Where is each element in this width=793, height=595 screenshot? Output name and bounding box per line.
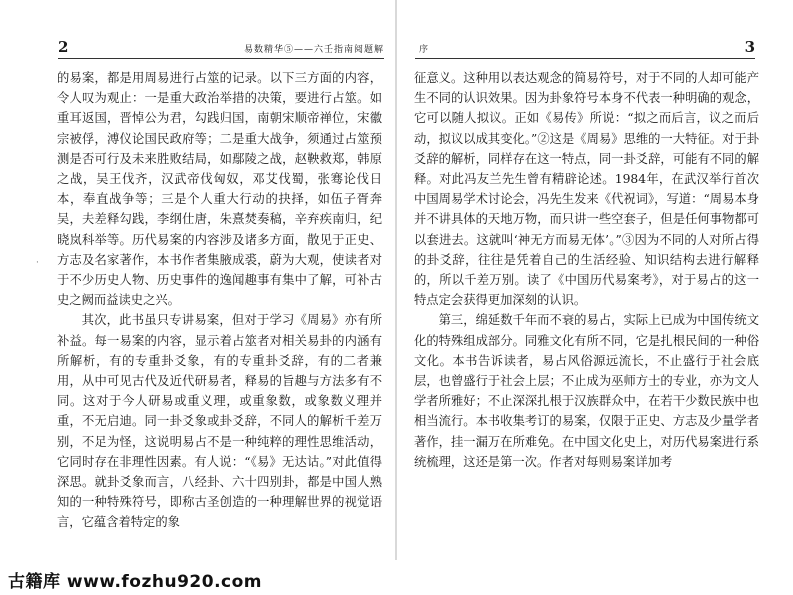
- left-paragraph-1: 的易案，都是用周易进行占筮的记录。以下三方面的内容，令人叹为观止：一是重大政治举措的决策，要进行占筮。如重耳返国，晋悼公为君，勾践归国，南朝宋顺帝禅位，宋徽宗被俘，溥仪论国民政府等；二是重大战争，须通过占筮预测是否可行及未来胜败结局，如鄢陵之战，赵鞅救郑，韩原之战，吴王伐齐，汉武帝伐匈奴，邓艾伐蜀，张骞论伐日本，奉直战争等；三是个人重大行动的抉择，如伍子胥奔吴，夫差释勾践，李纲仕唐，朱熹焚奏稿，辛弃疾南归，纪晓岚科举等。历代易案的内容涉及诸多方面，散见于正史、方志及名家著作，本书作者集腋成裘，蔚为大观，使读者对于不少历史人物、历史事件的逸闻趣事有集中了解，可补古史之阙而益读史之兴。: [57, 71, 382, 308]
- footer-bar: [0, 563, 793, 595]
- left-page: [0, 0, 396, 560]
- left-page-header: [58, 38, 384, 59]
- left-paragraph-2: 其次，此书虽只专讲易案，但对于学习《周易》亦有所补益。每一易案的内容，显示着占筮者对相关易卦的内涵有所解析，有的专重卦爻象，有的专重卦爻辞，有的二者兼用，从中可见古代及近代研易者，释易的旨趣与方法多有不同。这对于今人研易或重义理，或重象数，或象数义理并重，不无启迪。同一卦爻象或卦爻辞，不同人的解析千差万别，不足为怪，这说明易占不是一种纯粹的理性思维活动，它同时存在非理性因素。有人说：“《易》无达诂。”对此值得深思。就卦爻象而言，八经卦、六十四别卦，都是中国人熟知的一种特殊符号，即称古圣创造的一种理解世界的视觉语言，它蕴含着特定的象: [57, 313, 382, 530]
- left-page-body: [57, 68, 382, 533]
- right-header-title: 序: [419, 45, 430, 55]
- right-paragraph-2: 第三，绵延数千年而不衰的易占，实际上已成为中国传统文化的特殊组成部分。同雅文化有所不同，它是扎根民间的一种俗文化。本书告诉读者，易占风俗源远流长，不止盛行于社会底层，也曾盛行于社会上层；不止成为巫师方士的专业，亦为文人学者所雅好；不止深深扎根于汉族群众中，在若干少数民族中也相当流行。本书收集考订的易案，仅限于正史、方志及少量学者著作，挂一漏万在所难免。在中国文化史上，对历代易案进行系统梳理，这还是第一次。作者对每则易案详加考: [414, 313, 759, 469]
- right-page-header: [415, 38, 755, 59]
- right-paragraph-1: 征意义。这种用以表达观念的简易符号，对于不同的人却可能产生不同的认识效果。因为卦象符号本身不代表一种明确的观念，它可以随人拟议。正如《易传》所说：“拟之而后言，议之而后动，拟议以成其变化。”②这是《周易》思维的一大特征。对于卦爻辞的解析，同样存在这一特点，同一卦爻辞，可能有不同的解释。对此冯友兰先生曾有精辟论述。1984年，在武汉举行首次中国周易学术讨论会，冯先生发来《代祝词》，写道：“周易本身并不讲具体的天地万物，而只讲一些空套子，但是任何事物都可以套进去。这就叫‘神无方而易无体’。”③因为不同的人对所占得的卦爻辞，往往是凭着自己的生活经验、知识结构去进行解释的，所以千差万别。读了《中国历代易案考》，对于易占的这一特点定会获得更加深刻的认识。: [414, 71, 759, 308]
- right-page-number: 3: [744, 38, 755, 56]
- right-page: [397, 0, 793, 560]
- site-watermark: 古籍库 www.fozhu920.com: [8, 572, 262, 592]
- left-header-title: 易数精华⑤——六壬指南阅题解: [243, 45, 384, 55]
- right-page-body: [414, 68, 759, 472]
- margin-mark: ·: [36, 258, 39, 268]
- left-page-number: 2: [58, 38, 69, 56]
